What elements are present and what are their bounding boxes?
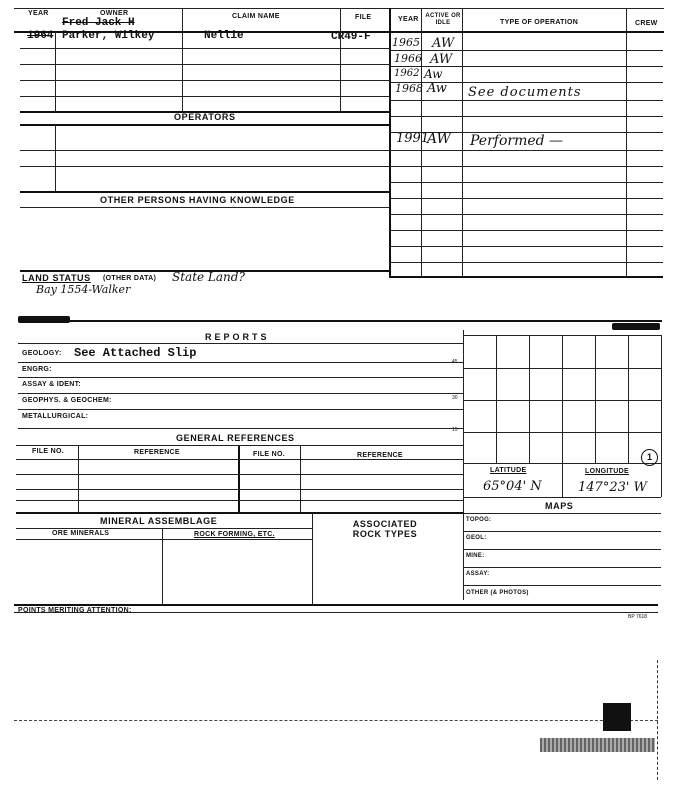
activity-operation: Performed — — [470, 133, 564, 149]
land-status-label: LAND STATUS — [22, 273, 91, 283]
grid-line — [529, 335, 530, 463]
row-line — [389, 116, 663, 117]
row-line — [463, 585, 661, 586]
ref-col-file-no-2: FILE NO. — [253, 451, 285, 458]
row-line — [463, 497, 661, 498]
scan-mark — [603, 703, 631, 731]
divider — [162, 529, 163, 605]
divider — [238, 446, 240, 512]
crew-header: CREW — [635, 20, 658, 27]
land-status-value: State Land? — [172, 270, 245, 284]
file-number: CR49-F — [331, 31, 371, 43]
divider — [55, 125, 56, 191]
row-line — [18, 409, 464, 410]
divider — [182, 32, 183, 112]
row-line — [389, 246, 663, 247]
geology-value: See Attached Slip — [74, 346, 197, 360]
row-line — [389, 276, 663, 278]
operators-heading: OPERATORS — [174, 112, 236, 122]
circle-mark: 1 — [641, 449, 658, 466]
activity-status: Aw — [424, 67, 443, 81]
ore-minerals-label: ORE MINERALS — [52, 530, 110, 537]
row-line — [18, 377, 464, 378]
row-line — [463, 549, 661, 550]
form-number: BP 7618 — [628, 614, 648, 620]
scan-noise — [540, 738, 655, 752]
section-divider — [18, 320, 662, 322]
row-line — [20, 124, 390, 126]
owner-year: 1964 — [27, 30, 54, 42]
row-line — [16, 489, 464, 490]
points-meriting-attention-label: POINTS MERITING ATTENTION: — [18, 607, 132, 614]
row-line — [389, 50, 663, 51]
associated-rock-types-heading: ASSOCIATED ROCK TYPES — [352, 519, 418, 539]
geophys-label: GEOPHYS. & GEOCHEM: — [22, 397, 112, 404]
ref-col-file-no: FILE NO. — [32, 448, 64, 455]
general-references-heading: GENERAL REFERENCES — [176, 433, 295, 443]
activity-status: Aw — [427, 81, 447, 96]
assay-ident-label: ASSAY & IDENT: — [22, 381, 82, 388]
row-number: 15 — [452, 427, 458, 433]
grid-line — [661, 335, 662, 497]
row-line — [18, 428, 464, 429]
row-line — [389, 150, 663, 151]
activity-year: 1968 — [395, 82, 423, 95]
scan-edge — [14, 720, 658, 721]
maps-geol: GEOL: — [466, 535, 487, 541]
row-line — [389, 230, 663, 231]
activity-year: 1965 — [392, 36, 420, 49]
owner-header: OWNER — [100, 10, 129, 17]
row-line — [389, 100, 663, 101]
maps-heading: MAPS — [545, 501, 574, 511]
row-line — [16, 445, 464, 446]
divider — [78, 446, 79, 512]
divider — [300, 446, 301, 512]
row-number: 30 — [452, 395, 458, 401]
active-idle-header: ACTIVE OR IDLE — [425, 13, 461, 26]
land-status-sublabel: (OTHER DATA) — [103, 275, 157, 282]
land-status-note: Bay 1554-Walker — [36, 283, 131, 296]
grid-line — [562, 335, 563, 463]
divider — [626, 8, 627, 276]
file-header: FILE — [355, 14, 372, 21]
row-line — [18, 362, 464, 363]
row-line — [16, 512, 464, 514]
row-line — [20, 166, 390, 167]
rock-forming-label: ROCK FORMING, ETC. — [194, 531, 275, 538]
owner-struck: Fred Jack H — [62, 17, 135, 29]
row-line — [20, 80, 390, 81]
row-number: 45 — [452, 359, 458, 365]
row-line — [16, 500, 464, 501]
owner-name: Parker, Wilkey — [62, 30, 155, 42]
row-line — [16, 459, 464, 460]
row-line — [20, 64, 390, 65]
scan-edge — [657, 660, 658, 780]
row-line — [20, 150, 390, 151]
activity-status: AW — [427, 131, 451, 147]
divider — [182, 8, 183, 32]
top-border — [14, 8, 664, 9]
ref-col-reference: REFERENCE — [134, 449, 180, 456]
divider — [55, 32, 56, 112]
engrg-label: ENGRG: — [22, 366, 52, 373]
maps-other: OTHER (& PHOTOS) — [466, 590, 529, 596]
row-line — [463, 531, 661, 532]
row-line — [389, 198, 663, 199]
redaction-bar — [612, 323, 660, 330]
divider — [340, 8, 341, 32]
mineral-assemblage-heading: MINERAL ASSEMBLAGE — [100, 516, 218, 526]
claim-name-header: CLAIM NAME — [232, 13, 280, 20]
row-line — [20, 207, 390, 208]
row-line — [463, 567, 661, 568]
row-line — [389, 262, 663, 263]
type-of-operation-header: TYPE OF OPERATION — [500, 19, 579, 26]
maps-topog: TOPOG: — [466, 517, 492, 523]
activity-year: 1962 — [394, 68, 420, 79]
row-line — [20, 96, 390, 97]
row-line — [463, 513, 661, 514]
row-line — [20, 191, 390, 193]
maps-assay: ASSAY: — [466, 571, 490, 577]
row-line — [389, 214, 663, 215]
maps-mine: MINE: — [466, 553, 485, 559]
grid-line — [595, 335, 596, 463]
row-line — [16, 539, 312, 540]
latitude-label: LATITUDE — [490, 467, 527, 474]
divider — [340, 32, 341, 112]
geology-label: GEOLOGY: — [22, 350, 62, 357]
activity-operation: See documents — [468, 85, 582, 100]
row-line — [18, 343, 464, 344]
longitude-value: 147°23' W — [578, 480, 647, 495]
activity-year: 1991 — [396, 131, 430, 146]
divider — [312, 513, 313, 605]
divider — [562, 464, 563, 498]
year-header: YEAR — [28, 10, 49, 17]
row-line — [14, 612, 658, 613]
activity-year: 1966 — [394, 52, 422, 65]
activity-status: AW — [432, 36, 455, 51]
row-line — [18, 393, 464, 394]
divider — [462, 8, 463, 276]
grid-line — [496, 335, 497, 463]
metallurgical-label: METALLURGICAL: — [22, 413, 89, 420]
section-divider — [14, 604, 658, 606]
reports-heading: REPORTS — [205, 332, 270, 342]
row-line — [16, 528, 312, 529]
grid-line — [628, 335, 629, 463]
row-line — [20, 48, 390, 49]
row-line — [16, 474, 464, 475]
row-line — [389, 182, 663, 183]
claim-name: Nellie — [204, 30, 244, 42]
ref-col-reference-2: REFERENCE — [357, 452, 403, 459]
longitude-label: LONGITUDE — [585, 468, 629, 475]
row-line — [389, 166, 663, 167]
latitude-value: 65°04' N — [483, 479, 542, 494]
other-persons-heading: OTHER PERSONS HAVING KNOWLEDGE — [100, 195, 295, 205]
activity-status: AW — [430, 52, 453, 67]
year2-header: YEAR — [398, 16, 419, 23]
divider — [463, 330, 464, 600]
